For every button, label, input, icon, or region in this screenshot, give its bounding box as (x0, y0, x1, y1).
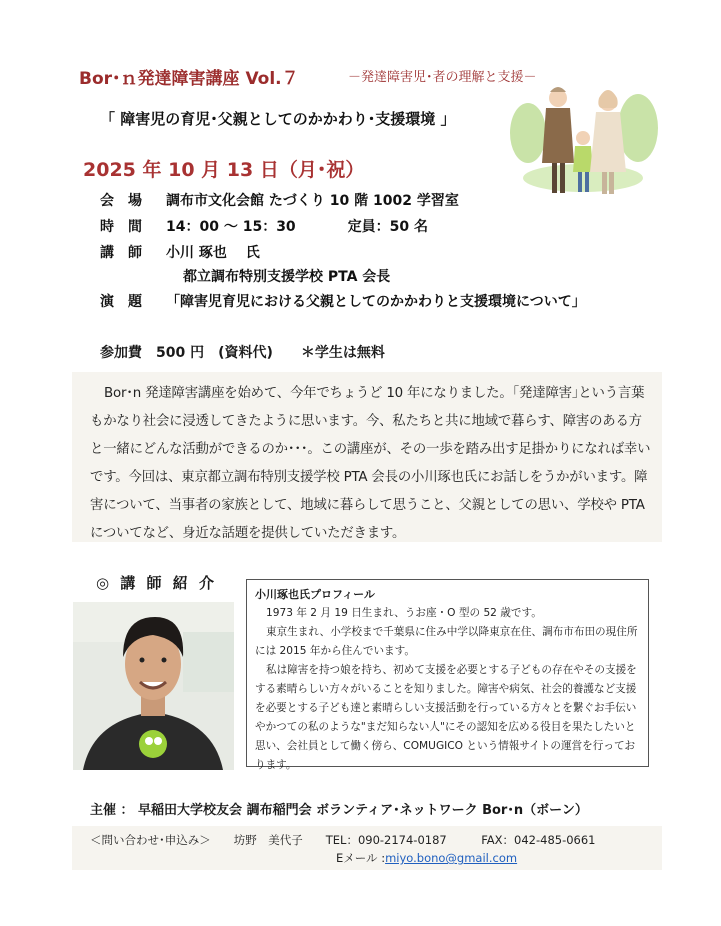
email-label: Eメール : (336, 851, 386, 865)
venue-value: 調布市文化会館 たづくり 10 階 1002 学習室 (166, 193, 459, 209)
host-organization: 主催 ： 早稲田大学校友会 調布稲門会 ボランティア･ネットワーク Bor･n（ボーン） (90, 803, 588, 818)
speaker-affiliation: 都立調布特別支援学校 PTA 会長 (183, 269, 391, 285)
fee-text: 参加費 500 円 (資料代) ＊学生は無料 (100, 345, 385, 361)
time-value: 14：00 ～ 15：30 (166, 219, 296, 235)
topic-value: 「障害児育児における父親としてのかかわりと支援環境について」 (166, 294, 586, 310)
topic-row (100, 291, 586, 311)
intro-text: Bor･n 発達障害講座を始めて、今年でちょうど 10 年になりました。｢発達障害｣という言葉もかなり社会に浸透してきたように思います。今、私たちと共に地域で暮らす、障害のある方と一緒にどんな活動ができるのか･･･。この講座が、その一歩を踏み出す足掛かりになれば幸いです。今回は、東京都立調布特別支援学校 PTA 会長の小川琢也氏にお話しをうかがいます。障害について、当事者の家族として、地域に暮らして思うこと、父親としての思い、学校や PTA についてなど、身近な話題を提供していただきます。 (90, 386, 651, 541)
topic-label: 演 題 (100, 294, 142, 310)
speaker-profile-box (246, 579, 649, 771)
speaker-row (100, 242, 260, 262)
event-date: 2025 年 10 月 13 日（月･祝） (83, 159, 365, 181)
contact-line: ＜問い合わせ･申込み＞ 坊野 美代子 TEL：090-2174-0187 FAX：042-485-0661 (90, 833, 596, 847)
email-row (336, 850, 517, 866)
time-label: 時 間 (100, 219, 142, 235)
speaker-label: 講 師 (100, 245, 142, 261)
speaker-photo (73, 602, 234, 770)
series-title: Bor･ｎ発達障害講座 Vol.７ (79, 69, 299, 89)
venue-label: 会 場 (100, 193, 142, 209)
time-row (100, 216, 428, 236)
series-subtitle: －発達障害児･者の理解と支援－ (348, 70, 537, 85)
email-link[interactable]: miyo.bono@gmail.com (385, 851, 518, 865)
profile-paragraph: 私は障害を持つ娘を持ち、初めて支援を必要とする子どもの存在やその支援をする素晴らしい方々がいることを知りました。障害や病気、社会的養護など支援を必要とする子ども達と素晴らしい支援活動を行っている方々とを繋ぐお手伝いやかつての私のような"まだ知らない人"にその認知を広める役目を果たしたいと思い、会社員として働く傍ら、COMUGICO という情報サイトの運営を行っております。 (255, 664, 637, 771)
venue-row (100, 190, 459, 210)
intro-panel (72, 372, 662, 542)
speaker-name: 小川 琢也 氏 (166, 245, 260, 261)
contact-panel (72, 826, 662, 870)
profile-heading: 小川琢也氏プロフィール (255, 588, 375, 601)
capacity: 定員：50 名 (347, 219, 429, 235)
profile-paragraph: 1973 年 2 月 19 日生まれ、うお座・O 型の 52 歳です。 (266, 607, 542, 619)
profile-paragraph: 東京生まれ、小学校まで千葉県に住み中学以降東京在住、調布市布田の現住所には 2015 年から住んでいます。 (255, 626, 638, 657)
family-illustration (508, 78, 658, 206)
speaker-intro-heading: ◎ 講 師 紹 介 (96, 574, 217, 592)
lecture-title: 「 障害児の育児･父親としてのかかわり･支援環境 」 (100, 110, 456, 128)
